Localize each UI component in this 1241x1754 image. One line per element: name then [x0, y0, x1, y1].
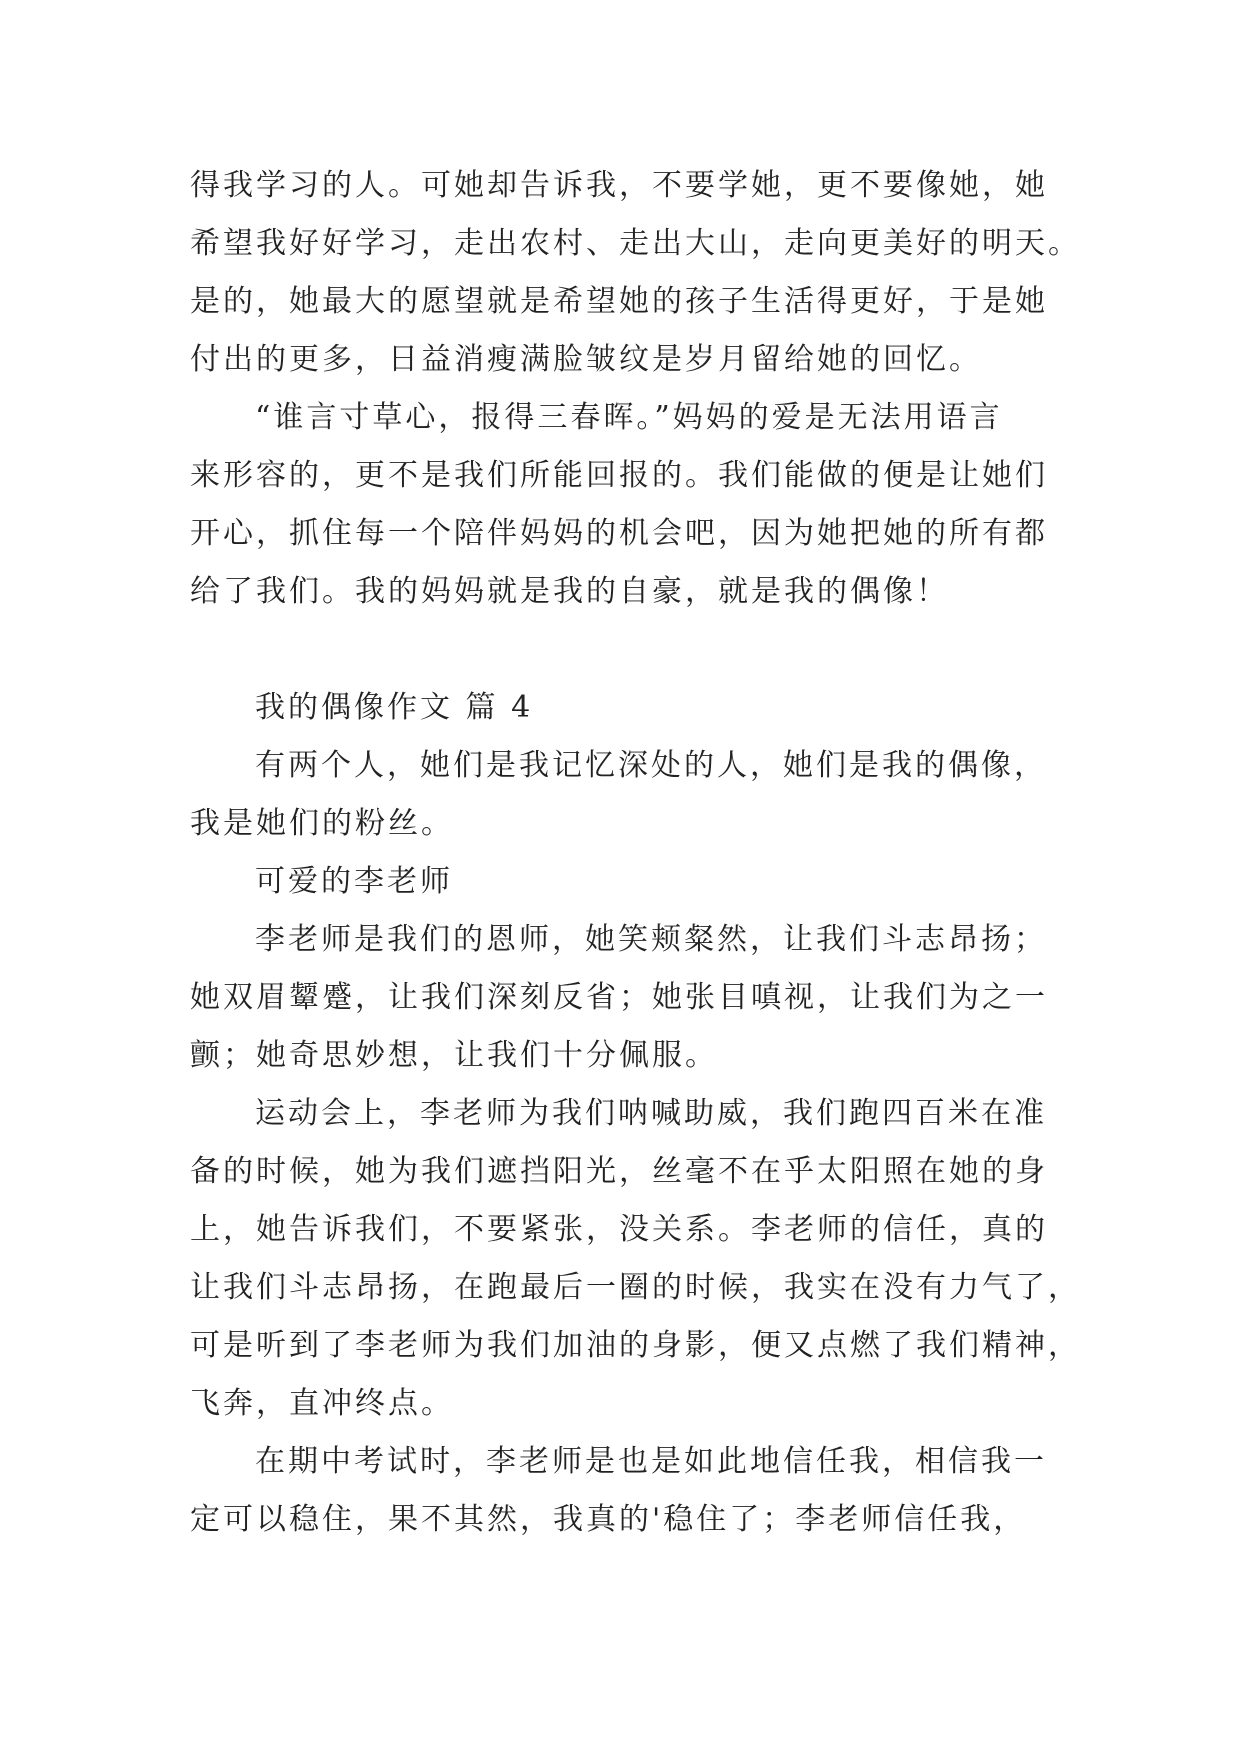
paragraph-first-line: 运动会上，李老师为我们呐喊助威，我们跑四百米在准 [255, 1096, 1047, 1131]
text-line: 让我们斗志昂扬，在跑最后一圈的时候，我实在没有力气了， [190, 1270, 1081, 1305]
text-line: 开心，抓住每一个陪伴妈妈的机会吧，因为她把她的所有都 [190, 516, 1048, 551]
paragraph-first-line: 李老师是我们的恩师，她笑颊粲然，让我们斗志昂扬； [255, 922, 1047, 957]
subheading: 可爱的李老师 [255, 864, 453, 899]
paragraph-first-line: “谁言寸草心，报得三春晖。”妈妈的爱是无法用语言 [255, 400, 1003, 435]
text-line: 给了我们。我的妈妈就是我的自豪，就是我的偶像！ [190, 574, 949, 609]
section-heading: 我的偶像作文 篇 4 [255, 690, 534, 725]
text-line: 她双眉颦蹙，让我们深刻反省；她张目嗔视，让我们为之一 [190, 980, 1048, 1015]
text-line: 付出的更多，日益消瘦满脸皱纹是岁月留给她的回忆。 [190, 342, 982, 377]
text-line: 备的时候，她为我们遮挡阳光，丝毫不在乎太阳照在她的身 [190, 1154, 1048, 1189]
paragraph-first-line: 有两个人，她们是我记忆深处的人，她们是我的偶像， [255, 748, 1047, 783]
text-line: 得我学习的人。可她却告诉我，不要学她，更不要像她，她 [190, 168, 1048, 203]
text-line: 可是听到了李老师为我们加油的身影，便又点燃了我们精神， [190, 1328, 1081, 1363]
paragraph-first-line: 在期中考试时，李老师是也是如此地信任我，相信我一 [255, 1444, 1047, 1479]
text-line: 飞奔，直冲终点。 [190, 1386, 454, 1421]
text-line: 颤；她奇思妙想，让我们十分佩服。 [190, 1038, 718, 1073]
text-line: 是的，她最大的愿望就是希望她的孩子生活得更好，于是她 [190, 284, 1048, 319]
text-line: 来形容的，更不是我们所能回报的。我们能做的便是让她们 [190, 458, 1048, 493]
text-line: 上，她告诉我们，不要紧张，没关系。李老师的信任，真的 [190, 1212, 1048, 1247]
text-line: 定可以稳住，果不其然，我真的'稳住了；李老师信任我， [190, 1502, 1027, 1537]
text-line: 我是她们的粉丝。 [190, 806, 454, 841]
text-line: 希望我好好学习，走出农村、走出大山，走向更美好的明天。 [190, 226, 1081, 261]
